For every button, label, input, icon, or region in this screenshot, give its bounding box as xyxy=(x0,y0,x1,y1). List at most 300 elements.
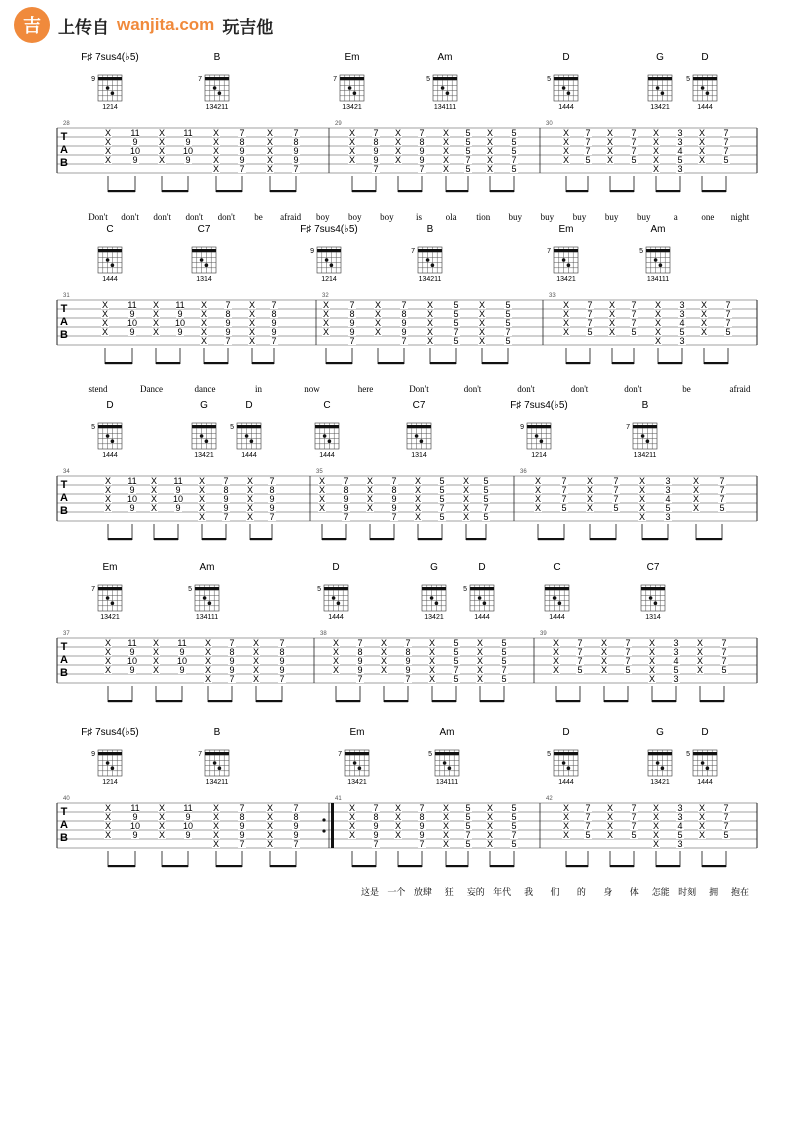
tab-fret-number: 7 xyxy=(631,128,637,138)
tab-fret-number: 7 xyxy=(625,638,631,648)
lyric-word: afraid xyxy=(729,384,751,394)
tab-fret-number: X xyxy=(654,318,662,328)
tab-fret-number: X xyxy=(486,146,494,156)
tab-fret-number: 8 xyxy=(239,137,245,147)
tab-fret-number: X xyxy=(608,318,616,328)
chord-dot xyxy=(701,761,705,765)
chord-dot xyxy=(441,86,445,90)
measure-number: 35 xyxy=(316,469,323,475)
chord-dot xyxy=(337,601,341,605)
tab-fret-number: X xyxy=(158,128,166,138)
tab-fret-number: 5 xyxy=(501,638,507,648)
tab-beat xyxy=(630,803,638,867)
tab-fret-number: 7 xyxy=(585,137,591,147)
chord-fingering: 13421 xyxy=(424,614,444,621)
tab-fret-number: 7 xyxy=(271,300,277,310)
chord-dot xyxy=(426,258,430,262)
lyric-word: Dance xyxy=(140,384,163,394)
tab-fret-number: X xyxy=(322,318,330,328)
chord-fingering: 1444 xyxy=(102,452,118,459)
tab-fret-number: 3 xyxy=(677,137,683,147)
chord-fret-number: 7 xyxy=(626,424,630,431)
chord-dot xyxy=(446,91,450,95)
tab-fret-number: 9 xyxy=(132,155,138,165)
tab-fret-number: 5 xyxy=(453,318,459,328)
note-beam xyxy=(612,362,634,364)
tab-fret-number: X xyxy=(152,638,160,648)
chord-fret-number: 5 xyxy=(463,586,467,593)
tab-clef-letter: A xyxy=(60,492,68,504)
tab-fret-number: 7 xyxy=(631,318,637,328)
note-beam xyxy=(432,700,456,702)
tab-fret-number: 7 xyxy=(561,476,567,486)
tab-fret-number: X xyxy=(394,137,402,147)
chord-name: Am xyxy=(199,562,215,573)
tab-fret-number: 5 xyxy=(631,155,637,165)
tab-fret-number: 5 xyxy=(453,300,459,310)
tab-fret-number: X xyxy=(414,485,422,495)
tab-fret-number: 5 xyxy=(631,830,637,840)
tab-beat xyxy=(586,300,594,364)
tab-fret-number: X xyxy=(698,146,706,156)
tab-fret-number: 9 xyxy=(129,665,135,675)
tab-staff xyxy=(57,469,757,540)
tab-fret-number: X xyxy=(606,821,614,831)
chord-name: B xyxy=(641,400,649,411)
tab-fret-number: X xyxy=(652,821,660,831)
chord-dot xyxy=(328,439,332,443)
note-beam xyxy=(490,190,514,192)
tab-fret-number: X xyxy=(476,665,484,675)
chord-fret-number: 5 xyxy=(230,424,234,431)
tab-beat xyxy=(278,638,286,702)
tab-fret-number: 3 xyxy=(673,674,679,684)
note-beam xyxy=(566,865,588,867)
chord-dot xyxy=(431,263,435,267)
tab-fret-number: X xyxy=(348,821,356,831)
tab-beat xyxy=(130,803,140,867)
tab-fret-number: X xyxy=(426,327,434,337)
lyric-word: night xyxy=(730,212,750,222)
tab-fret-number: X xyxy=(692,494,700,504)
tab-beat xyxy=(400,300,408,364)
tab-fret-number: 5 xyxy=(453,336,459,346)
tab-beat xyxy=(510,128,518,192)
tab-beat xyxy=(630,128,638,192)
tab-clef-letter: B xyxy=(60,329,68,341)
chord-name: D xyxy=(701,727,709,738)
tab-fret-number: 5 xyxy=(465,803,471,813)
tab-fret-number: X xyxy=(212,137,220,147)
chord-diagram xyxy=(192,400,216,459)
tab-beat xyxy=(452,300,460,364)
tab-fret-number: 11 xyxy=(127,638,137,648)
tab-fret-number: X xyxy=(654,300,662,310)
tab-fret-number: 7 xyxy=(239,164,245,174)
lyric-word: Don't xyxy=(409,384,429,394)
tab-fret-number: X xyxy=(648,647,656,657)
tab-fret-number: 7 xyxy=(613,494,619,504)
tab-fret-number: X xyxy=(198,494,206,504)
tab-fret-number: 10 xyxy=(126,494,138,504)
chord-dot xyxy=(562,258,566,262)
chord-diagram xyxy=(81,52,139,111)
tab-fret-number: 7 xyxy=(719,485,725,495)
lyric-word: boy xyxy=(380,212,394,222)
tab-fret-number: 8 xyxy=(419,137,425,147)
tab-fret-number: 7 xyxy=(293,803,299,813)
tab-beat xyxy=(394,803,402,867)
lyric-word: buy xyxy=(636,212,651,222)
chord-fret-number: 5 xyxy=(317,586,321,593)
tab-fret-number: X xyxy=(101,327,109,337)
tab-fret-number: 9 xyxy=(271,318,277,328)
tab-system xyxy=(57,224,757,394)
chord-name: Em xyxy=(102,562,118,573)
tab-beat xyxy=(672,638,680,702)
tab-beat xyxy=(584,128,592,192)
tab-fret-number: X xyxy=(700,318,708,328)
tab-staff xyxy=(57,293,757,364)
tab-fret-number: X xyxy=(600,665,608,675)
tab-fret-number: X xyxy=(204,665,212,675)
tab-beat xyxy=(560,476,568,540)
note-beam xyxy=(490,865,514,867)
tab-fret-number: 11 xyxy=(127,476,137,486)
note-beam xyxy=(322,538,346,540)
chord-dot xyxy=(111,91,115,95)
tab-fret-number: X xyxy=(442,812,450,822)
tab-fret-number: X xyxy=(478,309,486,319)
chord-dot xyxy=(656,86,660,90)
note-beam xyxy=(162,190,188,192)
tab-fret-number: X xyxy=(534,476,542,486)
chord-fingering: 1444 xyxy=(549,614,565,621)
tab-fret-number: X xyxy=(152,647,160,657)
tab-fret-number: 7 xyxy=(293,839,299,849)
chord-dot xyxy=(111,766,115,770)
chord-name: Em xyxy=(349,727,365,738)
tab-fret-number: X xyxy=(152,318,160,328)
tab-fret-number: 5 xyxy=(465,839,471,849)
tab-beat xyxy=(452,638,460,702)
note-beam xyxy=(610,190,634,192)
chord-dot xyxy=(659,263,663,267)
tab-fret-number: 7 xyxy=(349,300,355,310)
chord-dot xyxy=(218,91,222,95)
tab-fret-number: X xyxy=(348,155,356,165)
tab-beat xyxy=(722,128,730,192)
tab-beat xyxy=(404,638,412,702)
tab-beat xyxy=(510,803,518,867)
chord-fingering: 1314 xyxy=(411,452,427,459)
tab-fret-number: 7 xyxy=(613,485,619,495)
tab-fret-number: X xyxy=(104,494,112,504)
tab-fret-number: X xyxy=(698,821,706,831)
chord-fret-number: 7 xyxy=(91,586,95,593)
tab-fret-number: 7 xyxy=(721,656,727,666)
tab-fret-number: 7 xyxy=(405,638,411,648)
tab-fret-number: X xyxy=(698,128,706,138)
tab-fret-number: X xyxy=(248,300,256,310)
tab-fret-number: 8 xyxy=(229,647,235,657)
tab-fret-number: 7 xyxy=(269,476,275,486)
measure-number: 38 xyxy=(320,631,327,637)
tab-fret-number: X xyxy=(700,309,708,319)
tab-fret-number: 8 xyxy=(223,485,229,495)
tab-beat xyxy=(270,300,278,364)
chord-dot xyxy=(706,91,710,95)
tab-beat xyxy=(630,300,638,364)
tab-beat xyxy=(418,128,426,192)
chord-dot xyxy=(111,439,115,443)
chord-dot xyxy=(111,601,115,605)
lyric-word: 拥 xyxy=(709,888,719,898)
tab-beat xyxy=(150,476,158,540)
tab-fret-number: X xyxy=(212,164,220,174)
tab-fret-number: 5 xyxy=(465,128,471,138)
tab-fret-number: 5 xyxy=(719,503,725,513)
tab-fret-number: 5 xyxy=(725,327,731,337)
lyric-word: tion xyxy=(476,212,491,222)
tab-fret-number: 11 xyxy=(183,128,193,138)
tab-fret-number: 5 xyxy=(577,665,583,675)
tab-fret-number: X xyxy=(318,503,326,513)
tab-fret-number: 11 xyxy=(183,803,193,813)
tab-fret-number: X xyxy=(486,137,494,147)
tab-fret-number: 5 xyxy=(511,839,517,849)
note-beam xyxy=(610,865,634,867)
chord-fingering: 134111 xyxy=(435,779,459,786)
tab-fret-number: 11 xyxy=(130,803,140,813)
tab-fret-number: X xyxy=(586,503,594,513)
tab-fret-number: 5 xyxy=(439,485,445,495)
tab-fret-number: 7 xyxy=(725,300,731,310)
lyric-word: don't xyxy=(153,212,172,222)
tab-beat xyxy=(183,128,193,192)
tab-beat xyxy=(127,476,137,540)
tab-beat xyxy=(428,638,436,702)
chord-fret-number: 7 xyxy=(411,248,415,255)
tab-fret-number: X xyxy=(426,309,434,319)
tab-fret-number: X xyxy=(332,638,340,648)
tab-fret-number: X xyxy=(534,503,542,513)
note-beam xyxy=(446,865,468,867)
tab-fret-number: X xyxy=(152,300,160,310)
tab-beat xyxy=(664,476,672,540)
chord-diagram xyxy=(626,400,657,459)
tab-fret-number: X xyxy=(366,503,374,513)
tab-fret-number: X xyxy=(652,812,660,822)
tab-fret-number: X xyxy=(428,638,436,648)
tab-fret-number: 5 xyxy=(505,318,511,328)
chord-dot xyxy=(200,434,204,438)
tab-fret-number: 8 xyxy=(373,812,379,822)
tab-beat xyxy=(104,476,112,540)
tab-beat xyxy=(698,803,706,867)
chord-diagram xyxy=(411,224,442,283)
lyric-word: Don't xyxy=(88,212,108,222)
chord-fret-number: 9 xyxy=(310,248,314,255)
tab-fret-number: X xyxy=(332,665,340,675)
tab-fret-number: X xyxy=(638,485,646,495)
tab-beat xyxy=(266,128,274,192)
tab-fret-number: X xyxy=(414,503,422,513)
tab-fret-number: X xyxy=(266,839,274,849)
chord-name: D xyxy=(106,400,114,411)
lyric-word: 这是 xyxy=(360,888,380,898)
tab-fret-number: X xyxy=(652,839,660,849)
tab-beat xyxy=(252,638,260,702)
note-beam xyxy=(466,538,486,540)
tab-fret-number: X xyxy=(150,485,158,495)
chord-fingering: 1214 xyxy=(531,452,547,459)
tab-staff xyxy=(57,796,757,867)
tab-fret-number: 8 xyxy=(373,137,379,147)
tab-fret-number: 9 xyxy=(175,485,181,495)
tab-fret-number: X xyxy=(698,155,706,165)
tab-clef-letter: T xyxy=(60,806,68,818)
tab-fret-number: 3 xyxy=(665,512,671,522)
chord-barre xyxy=(192,249,216,252)
tab-fret-number: 5 xyxy=(483,494,489,504)
tab-fret-number: 9 xyxy=(419,146,425,156)
chord-fingering: 1444 xyxy=(558,104,574,111)
tab-fret-number: 7 xyxy=(279,638,285,648)
tab-fret-number: 7 xyxy=(279,674,285,684)
tab-clef-letter: B xyxy=(60,157,68,169)
tab-beat xyxy=(724,300,732,364)
tab-fret-number: 5 xyxy=(511,146,517,156)
tab-fret-number: X xyxy=(158,146,166,156)
tab-fret-number: 7 xyxy=(391,476,397,486)
tab-fret-number: 7 xyxy=(465,155,471,165)
tab-fret-number: 7 xyxy=(373,164,379,174)
tab-fret-number: 9 xyxy=(132,812,138,822)
tab-fret-number: X xyxy=(104,656,112,666)
tab-fret-number: 7 xyxy=(343,512,349,522)
chord-name: F♯ 7sus4(♭5) xyxy=(81,727,139,738)
tab-fret-number: 5 xyxy=(585,830,591,840)
tab-fret-number: X xyxy=(104,665,112,675)
tab-fret-number: 7 xyxy=(631,812,637,822)
lyric-word: don't xyxy=(570,384,589,394)
tab-fret-number: 9 xyxy=(391,503,397,513)
tab-beat xyxy=(486,128,494,192)
tab-beat xyxy=(292,128,300,192)
tab-fret-number: X xyxy=(442,137,450,147)
tab-beat xyxy=(478,300,486,364)
chord-fingering: 134111 xyxy=(433,104,457,111)
tab-fret-number: 9 xyxy=(279,656,285,666)
chord-name: Am xyxy=(650,224,666,235)
note-beam xyxy=(156,700,182,702)
chord-fingering: 13421 xyxy=(650,104,670,111)
tab-beat xyxy=(183,803,193,867)
chord-barre xyxy=(205,752,229,755)
tab-fret-number: 9 xyxy=(229,656,235,666)
tab-fret-number: X xyxy=(266,146,274,156)
tab-fret-number: X xyxy=(204,674,212,684)
tab-fret-number: 5 xyxy=(465,146,471,156)
lyric-word: a xyxy=(673,212,678,222)
tab-fret-number: 7 xyxy=(401,336,407,346)
tab-fret-number: 7 xyxy=(229,638,235,648)
chord-fingering: 1444 xyxy=(697,779,713,786)
tab-beat xyxy=(562,803,570,867)
lyric-word: afraid xyxy=(280,212,302,222)
tab-beat xyxy=(366,476,374,540)
note-beam xyxy=(384,700,408,702)
chord-diagram xyxy=(426,52,457,111)
tab-fret-number: 5 xyxy=(625,665,631,675)
chord-name: G xyxy=(656,52,664,63)
tab-fret-number: 9 xyxy=(129,327,135,337)
lyric-word: 妄的 xyxy=(466,888,485,898)
tab-fret-number: 9 xyxy=(185,137,191,147)
chord-diagram xyxy=(315,400,339,459)
note-beam xyxy=(656,190,680,192)
chord-fret-number: 5 xyxy=(547,751,551,758)
tab-beat xyxy=(462,476,470,540)
chord-dot xyxy=(420,439,424,443)
tab-beat xyxy=(586,476,594,540)
tab-fret-number: 7 xyxy=(511,155,517,165)
lyric-word: buy xyxy=(604,212,619,222)
tab-beat xyxy=(464,128,472,192)
chord-diagram xyxy=(686,52,717,111)
tab-fret-number: 7 xyxy=(343,476,349,486)
tab-fret-number: X xyxy=(332,647,340,657)
tab-fret-number: X xyxy=(266,128,274,138)
tab-clef-letter: B xyxy=(60,832,68,844)
chord-dot xyxy=(358,766,362,770)
chord-barre xyxy=(646,249,670,252)
tab-fret-number: X xyxy=(104,476,112,486)
tab-fret-number: 10 xyxy=(126,656,138,666)
chord-dot xyxy=(106,596,110,600)
tab-beat xyxy=(104,803,112,867)
tab-fret-number: X xyxy=(552,638,560,648)
tab-fret-number: 5 xyxy=(453,674,459,684)
note-beam xyxy=(700,700,724,702)
tab-beat xyxy=(152,638,160,702)
tab-beat xyxy=(652,128,660,192)
lyric-word: here xyxy=(357,384,374,394)
tab-beat xyxy=(348,300,356,364)
chord-dot xyxy=(562,761,566,765)
tab-beat xyxy=(152,300,160,364)
tab-fret-number: 9 xyxy=(185,830,191,840)
tab-fret-number: 5 xyxy=(439,476,445,486)
tab-fret-number: X xyxy=(204,638,212,648)
tab-clef-letter: A xyxy=(60,654,68,666)
tab-fret-number: X xyxy=(638,512,646,522)
lyric-word: 怎能 xyxy=(651,888,670,898)
tab-fret-number: X xyxy=(652,803,660,813)
chord-barre xyxy=(641,587,665,590)
tab-fret-number: X xyxy=(562,803,570,813)
chord-dot xyxy=(558,601,562,605)
tab-beat xyxy=(177,638,187,702)
tab-fret-number: 7 xyxy=(239,803,245,813)
tab-fret-number: 9 xyxy=(343,503,349,513)
repeat-bar xyxy=(331,803,334,848)
tab-fret-number: X xyxy=(414,512,422,522)
tab-fret-number: 7 xyxy=(631,309,637,319)
chord-fingering: 1444 xyxy=(558,779,574,786)
chord-dot xyxy=(200,258,204,262)
